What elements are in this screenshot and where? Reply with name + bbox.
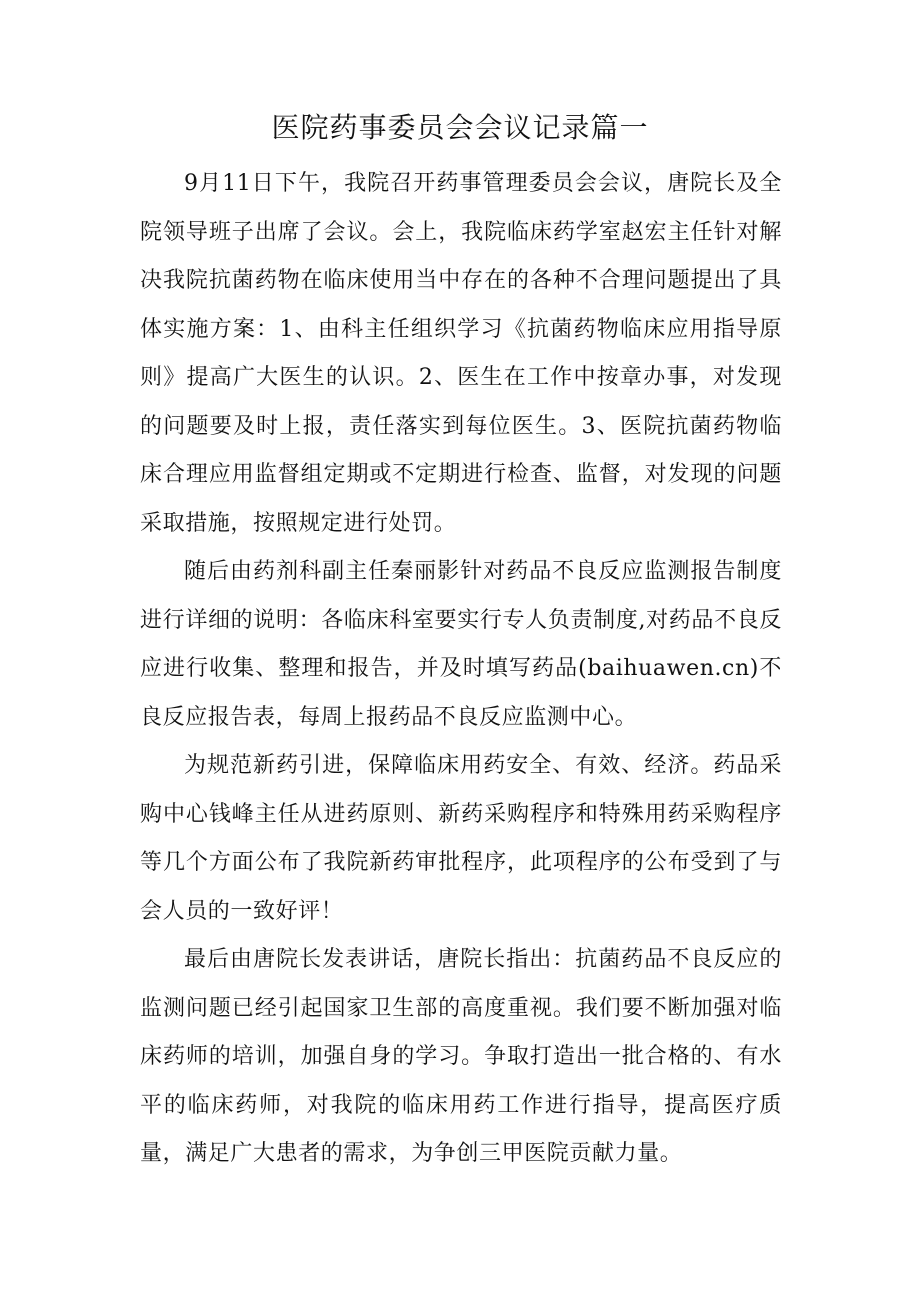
document-body — [140, 160, 782, 1179]
paragraph-adverse-reaction-report: 随后由药剂科副主任秦丽影针对药品不良反应监测报告制度进行详细的说明：各临床科室要实行专人负责制度,对药品不良反应进行收集、整理和报告，并及时填写药品(baihuawen.cn)不良反应报告表，每周上报药品不良反应监测中心。 — [140, 559, 782, 730]
paragraph-closing-speech: 最后由唐院长发表讲话，唐院长指出：抗菌药品不良反应的监测问题已经引起国家卫生部的高度重视。我们要不断加强对临床药师的培训，加强自身的学习。争取打造出一批合格的、有水平的临床药师，对我院的临床用药工作进行指导，提高医疗质量，满足广大患者的需求，为争创三甲医院贡献力量。 — [140, 947, 782, 1166]
paragraph-meeting-opening: 9月11日下午，我院召开药事管理委员会会议，唐院长及全院领导班子出席了会议。会上，我院临床药学室赵宏主任针对解决我院抗菌药物在临床使用当中存在的各种不合理问题提出了具体实施方案：1、由科主任组织学习《抗菌药物临床应用指导原则》提高广大医生的认识。2、医生在工作中按章办事，对发现的问题要及时上报，责任落实到每位医生。3、医院抗菌药物临床合理应用监督组定期或不定期进行检查、监督，对发现的问题采取措施，按照规定进行处罚。 — [140, 171, 782, 536]
paragraph-new-drug-procurement: 为规范新药引进，保障临床用药安全、有效、经济。药品采购中心钱峰主任从进药原则、新药采购程序和特殊用药采购程序等几个方面公布了我院新药审批程序，此项程序的公布受到了与会人员的一致好评！ — [140, 753, 782, 924]
document-title: 医院药事委员会会议记录篇一 — [271, 111, 649, 144]
